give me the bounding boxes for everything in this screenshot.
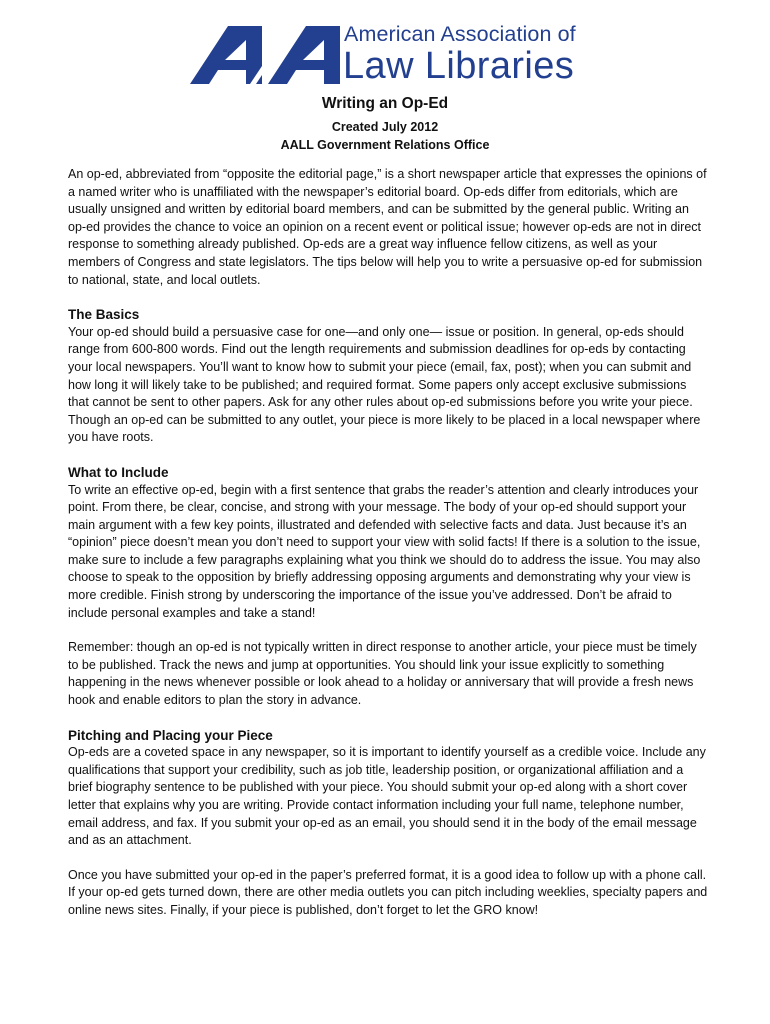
pitching-paragraph-2: Once you have submitted your op-ed in the paper’s preferred format, it is a good idea to follow up with a phone call. If your op-ed gets turned down, there are other media outlets you can pitch including weeklies, specialty papers and online news sites. Finally, if your piece is published, don’t forget to let the GRO know! xyxy=(68,867,708,917)
section-heading-include: What to Include xyxy=(68,464,169,480)
section-heading-basics: The Basics xyxy=(68,307,140,323)
section-heading-pitching: Pitching and Placing your Piece xyxy=(68,727,273,743)
office-name: AALL Government Relations Office xyxy=(280,138,490,152)
aall-logo xyxy=(190,20,590,90)
logo-org-line2: Law Libraries xyxy=(343,45,575,87)
include-paragraph-2: Remember: though an op-ed is not typically written in direct response to another article, your piece must be timely to be published. Track the news and jump at opportunities. You should link your issue explicitly to something happening in the news whenever possible or look ahead to a holiday or anniversary that will provide a fresh news hook and enable editors to plan the story in advance. xyxy=(68,640,697,708)
page-title: Writing an Op-Ed xyxy=(321,95,449,112)
pitching-paragraph-1: Op-eds are a coveted space in any newspaper, so it is important to identify yourself as a credible voice. Include any qualifications that support your credibility, such as job title, leadership position, or organizational affiliation and a brief biography sentence to be published with your piece. You should submit your op-ed along with a short cover letter that explains why you are writing. Provide contact information including your full name, telephone number, email address, and fax. If you submit your op-ed as an email, you should send it in the body of the email message and as an attachment. xyxy=(68,745,706,848)
intro-paragraph: An op-ed, abbreviated from “opposite the editorial page,” is a short newspaper article that expresses the opinions of a named writer who is unaffiliated with the newspaper’s editorial board. Op-eds differ from editorials, which are usually unsigned and written by editorial board members, and can be submitted by the general public. Writing an op-ed provides the chance to voice an opinion on a recent event or political issue; however op-eds are not in direct response to something already published. Op-eds are a great way influence fellow citizens, as well as your members of Congress and state legislators. The tips below will help you to write a persuasive op-ed for submission to national, state, and local outlets. xyxy=(68,167,707,287)
aall-logo-mark-icon xyxy=(190,26,340,84)
section-pitching xyxy=(68,727,708,920)
section-basics xyxy=(68,306,708,447)
basics-paragraph: Your op-ed should build a persuasive case for one—and only one— issue or position. In general, op-eds should range from 600-800 words. Find out the length requirements and submission deadlines for op-eds by contacting your local newspapers. You’ll want to know how to submit your piece (email, fax, post); when you can submit and how long it will likely take to be published; and required format. Some papers only accept exclusive submissions that cannot be sent to other papers. Ask for any other rules about op-ed submissions before you write your piece. Though an op-ed can be submitted to any outlet, your piece is more likely to be placed in a local newspaper where you have roots. xyxy=(68,324,701,445)
created-date: Created July 2012 xyxy=(331,120,439,134)
logo-org-line1: American Association of xyxy=(344,22,576,46)
include-paragraph-1: To write an effective op-ed, begin with a first sentence that grabs the reader’s attention and clearly introduces your point. From there, be clear, concise, and strong with your message. The body of your op-ed should support your main argument with a few key points, illustrated and defended with selective facts and data. Just because it’s an “opinion” piece doesn’t mean you don’t need to support your view with solid facts! If there is a solution to the issue, make sure to include a few paragraphs explaining what you think we should do to address the issue. You may also choose to speak to the opposition by briefly addressing opposing arguments and demonstrating why your view is more credible. Finish strong by underscoring the importance of the issue you’ve addressed. Don’t be afraid to include personal examples and take a stand! xyxy=(68,482,701,620)
document-body xyxy=(68,166,708,937)
section-what-to-include xyxy=(68,464,708,710)
document-header xyxy=(0,94,770,154)
